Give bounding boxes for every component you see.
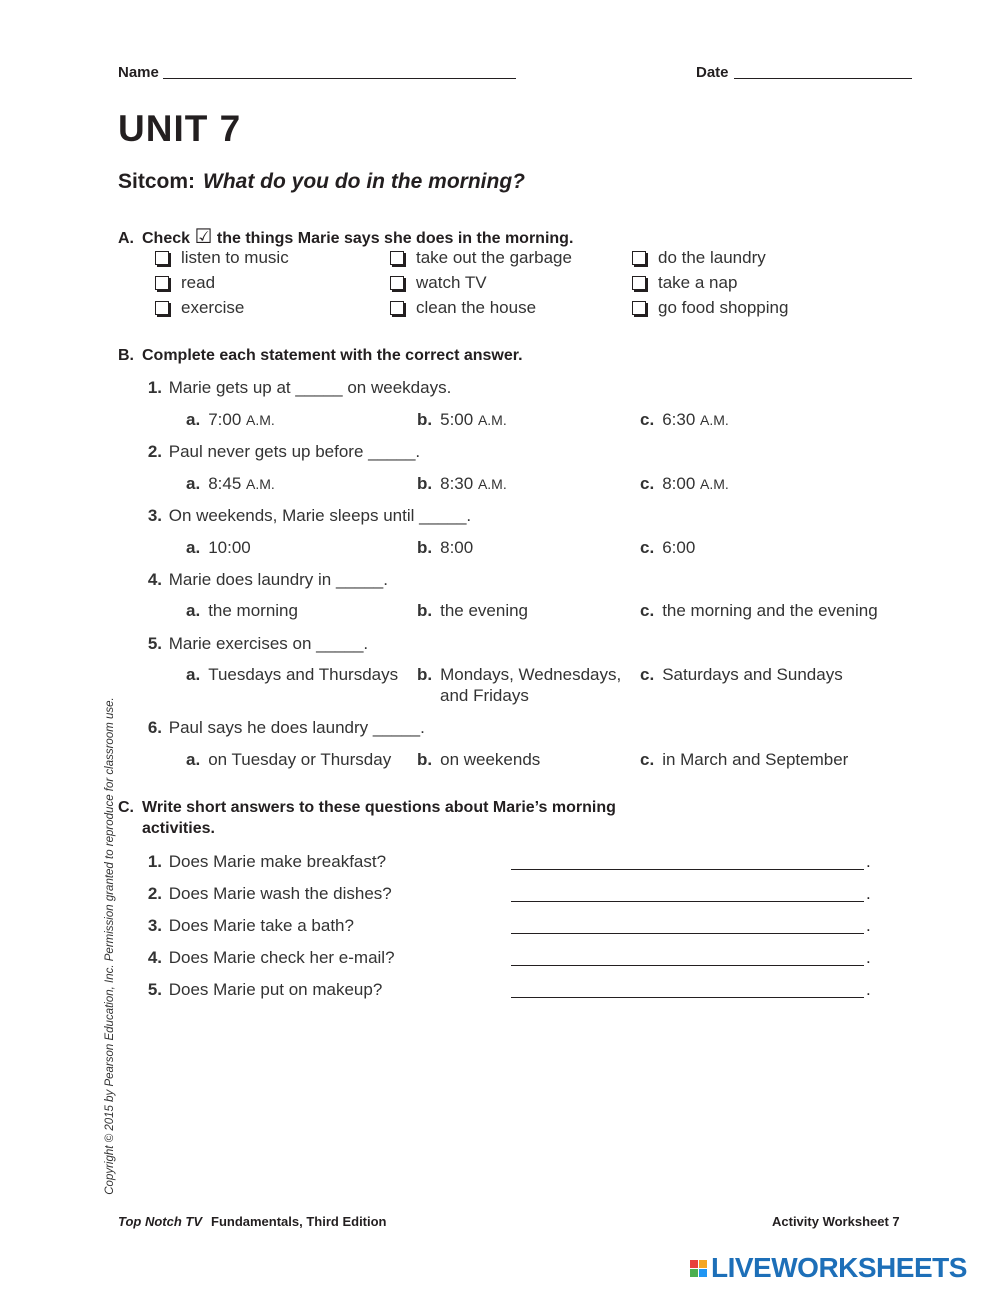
option-letter: c. xyxy=(640,601,655,620)
answer-option-c[interactable] xyxy=(640,750,848,770)
instruction-text: the things Marie says she does in the morning. xyxy=(216,230,574,247)
question-number: 4. xyxy=(147,570,162,589)
question-item xyxy=(140,378,451,398)
checkbox-label: do the laundry xyxy=(658,248,766,267)
option-text: 8:30 xyxy=(440,474,474,493)
answer-field[interactable] xyxy=(511,948,864,966)
option-letter: c. xyxy=(640,665,655,684)
checkbox-item[interactable] xyxy=(390,273,487,293)
short-answer-question xyxy=(140,916,354,936)
logo-blocks-icon xyxy=(690,1260,707,1277)
checkbox-label: take out the garbage xyxy=(416,248,572,267)
question-text: Does Marie take a bath? xyxy=(168,916,354,935)
instruction-text: Complete each statement with the correct answer. xyxy=(142,347,523,364)
answer-field[interactable] xyxy=(511,916,864,934)
checkbox-icon[interactable] xyxy=(632,251,646,265)
option-letter: b. xyxy=(417,474,433,493)
checkbox-icon[interactable] xyxy=(632,276,646,290)
answer-period: . xyxy=(866,884,871,903)
answer-option-c[interactable] xyxy=(640,410,729,430)
option-letter: b. xyxy=(417,410,433,429)
brand-name: LIVEWORKSHEETS xyxy=(711,1252,967,1283)
option-text-continued: and Fridays xyxy=(440,686,529,705)
checkbox-label: read xyxy=(181,273,216,292)
answer-option-a[interactable] xyxy=(186,665,398,685)
option-text: 8:45 xyxy=(208,474,242,493)
question-text: Paul never gets up before _____. xyxy=(168,442,421,461)
option-text: 6:00 xyxy=(662,538,696,557)
answer-period: . xyxy=(866,916,871,935)
answer-option-b[interactable] xyxy=(417,665,621,685)
option-text: 5:00 xyxy=(440,410,474,429)
option-letter: a. xyxy=(186,538,201,557)
checkbox-label: listen to music xyxy=(181,248,289,267)
instruction-text: Check xyxy=(142,230,191,247)
option-text: on Tuesday or Thursday xyxy=(208,750,392,769)
question-number: 4. xyxy=(147,948,162,967)
checkbox-item[interactable] xyxy=(390,298,536,318)
sitcom-heading xyxy=(118,170,525,194)
checkbox-icon[interactable] xyxy=(155,301,169,315)
question-item xyxy=(140,442,420,462)
short-answer-question xyxy=(140,884,392,904)
option-text: the evening xyxy=(440,601,529,620)
checkbox-label: watch TV xyxy=(416,273,487,292)
unit-title: UNIT 7 xyxy=(118,108,242,149)
checkbox-item[interactable] xyxy=(632,273,737,293)
option-text: 6:30 xyxy=(662,410,696,429)
option-text: 8:00 xyxy=(440,538,474,557)
option-letter: b. xyxy=(417,665,433,684)
checkbox-icon[interactable] xyxy=(390,251,404,265)
answer-option-b[interactable] xyxy=(417,410,507,430)
question-text: Does Marie wash the dishes? xyxy=(168,884,392,903)
answer-option-a[interactable] xyxy=(186,538,251,558)
option-letter: b. xyxy=(417,750,433,769)
date-field[interactable] xyxy=(734,60,912,79)
answer-field[interactable] xyxy=(511,884,864,902)
answer-field[interactable] xyxy=(511,852,864,870)
question-text: Does Marie check her e-mail? xyxy=(168,948,395,967)
footer-series: Top Notch TV xyxy=(118,1214,203,1229)
question-number: 2. xyxy=(147,884,162,903)
name-field[interactable] xyxy=(163,60,516,79)
option-suffix: A.M. xyxy=(246,412,275,428)
answer-option-c[interactable] xyxy=(640,601,878,621)
option-text: 10:00 xyxy=(208,538,251,557)
checkbox-icon[interactable] xyxy=(632,301,646,315)
instruction-text: Write short answers to these questions about Marie’s morning xyxy=(142,799,616,816)
question-text: Does Marie put on makeup? xyxy=(168,980,383,999)
checkbox-icon[interactable] xyxy=(390,276,404,290)
checkbox-icon[interactable] xyxy=(390,301,404,315)
answer-period: . xyxy=(866,980,871,999)
section-a-heading xyxy=(118,224,573,249)
question-item xyxy=(140,634,368,654)
checkbox-item[interactable] xyxy=(155,298,244,318)
option-text: Mondays, Wednesdays, xyxy=(440,665,622,684)
answer-option-b[interactable] xyxy=(417,538,473,558)
option-suffix: A.M. xyxy=(700,412,729,428)
liveworksheets-logo[interactable] xyxy=(690,1252,967,1284)
checkbox-label: take a nap xyxy=(658,273,738,292)
answer-option-b[interactable] xyxy=(417,474,507,494)
question-number: 5. xyxy=(147,980,162,999)
checkbox-label: go food shopping xyxy=(658,298,789,317)
answer-option-c[interactable] xyxy=(640,474,729,494)
question-text: On weekends, Marie sleeps until _____. xyxy=(168,506,472,525)
sitcom-title: What do you do in the morning? xyxy=(203,170,525,193)
short-answer-question xyxy=(140,980,382,1000)
section-c-heading xyxy=(118,799,616,817)
question-number: 1. xyxy=(147,378,162,397)
option-text: in March and September xyxy=(662,750,849,769)
answer-option-b[interactable] xyxy=(417,601,528,621)
option-letter: b. xyxy=(417,601,433,620)
question-number: 3. xyxy=(147,506,162,525)
option-suffix: A.M. xyxy=(477,412,507,428)
option-letter: a. xyxy=(186,410,201,429)
answer-option-a[interactable] xyxy=(186,410,275,430)
date-label: Date xyxy=(696,64,729,81)
section-b-heading xyxy=(118,347,523,365)
checkbox-item[interactable] xyxy=(155,248,289,268)
option-letter: c. xyxy=(640,474,655,493)
answer-period: . xyxy=(866,852,871,871)
question-number: 5. xyxy=(147,634,162,653)
question-number: 1. xyxy=(147,852,162,871)
answer-field[interactable] xyxy=(511,980,864,998)
option-text: the morning and the evening xyxy=(662,601,878,620)
answer-option-c[interactable] xyxy=(640,665,843,685)
checkbox-item[interactable] xyxy=(632,248,766,268)
option-suffix: A.M. xyxy=(700,476,729,492)
question-item xyxy=(140,718,425,738)
answer-option-c[interactable] xyxy=(640,538,695,558)
option-text: Tuesdays and Thursdays xyxy=(208,665,399,684)
question-number: 6. xyxy=(147,718,162,737)
question-text: Paul says he does laundry _____. xyxy=(168,718,425,737)
answer-option-a[interactable] xyxy=(186,601,298,621)
question-text: Marie exercises on _____. xyxy=(168,634,369,653)
sitcom-label: Sitcom: xyxy=(118,170,196,193)
option-letter: c. xyxy=(640,750,655,769)
option-letter: c. xyxy=(640,410,655,429)
answer-option-b[interactable] xyxy=(417,750,540,770)
option-letter: a. xyxy=(186,665,201,684)
footer-worksheet: Activity Worksheet 7 xyxy=(772,1214,900,1229)
section-letter: A. xyxy=(118,230,134,247)
name-label: Name xyxy=(118,64,159,81)
question-item xyxy=(140,570,388,590)
answer-option-a[interactable] xyxy=(186,474,275,494)
checkmark-icon: ☑ xyxy=(194,226,213,248)
checkbox-item[interactable] xyxy=(155,273,215,293)
option-text: on weekends xyxy=(440,750,541,769)
option-text: the morning xyxy=(208,601,298,620)
short-answer-question xyxy=(140,948,395,968)
question-number: 2. xyxy=(147,442,162,461)
option-letter: c. xyxy=(640,538,655,557)
question-text: Does Marie make breakfast? xyxy=(168,852,387,871)
checkbox-icon[interactable] xyxy=(155,251,169,265)
option-text: Saturdays and Sundays xyxy=(662,665,843,684)
option-letter: a. xyxy=(186,750,201,769)
checkbox-label: clean the house xyxy=(416,298,537,317)
question-number: 3. xyxy=(147,916,162,935)
short-answer-question xyxy=(140,852,386,872)
answer-period: . xyxy=(866,948,871,967)
answer-option-a[interactable] xyxy=(186,750,391,770)
option-text: 8:00 xyxy=(662,474,696,493)
checkbox-item[interactable] xyxy=(390,248,572,268)
checkbox-label: exercise xyxy=(181,298,245,317)
instruction-text: activities. xyxy=(142,820,215,837)
option-letter: a. xyxy=(186,601,201,620)
copyright-notice: Copyright © 2015 by Pearson Education, Inc. Permission granted to reproduce for classroom use. xyxy=(104,697,116,1195)
section-letter: B. xyxy=(118,347,134,364)
section-letter: C. xyxy=(118,799,134,816)
question-text: Marie gets up at _____ on weekdays. xyxy=(168,378,452,397)
question-text: Marie does laundry in _____. xyxy=(168,570,388,589)
checkbox-icon[interactable] xyxy=(155,276,169,290)
option-suffix: A.M. xyxy=(246,476,275,492)
checkbox-item[interactable] xyxy=(632,298,788,318)
option-suffix: A.M. xyxy=(477,476,507,492)
option-letter: b. xyxy=(417,538,433,557)
option-text: 7:00 xyxy=(208,410,242,429)
footer-edition: Fundamentals, Third Edition xyxy=(211,1214,387,1229)
question-item xyxy=(140,506,471,526)
option-letter: a. xyxy=(186,474,201,493)
